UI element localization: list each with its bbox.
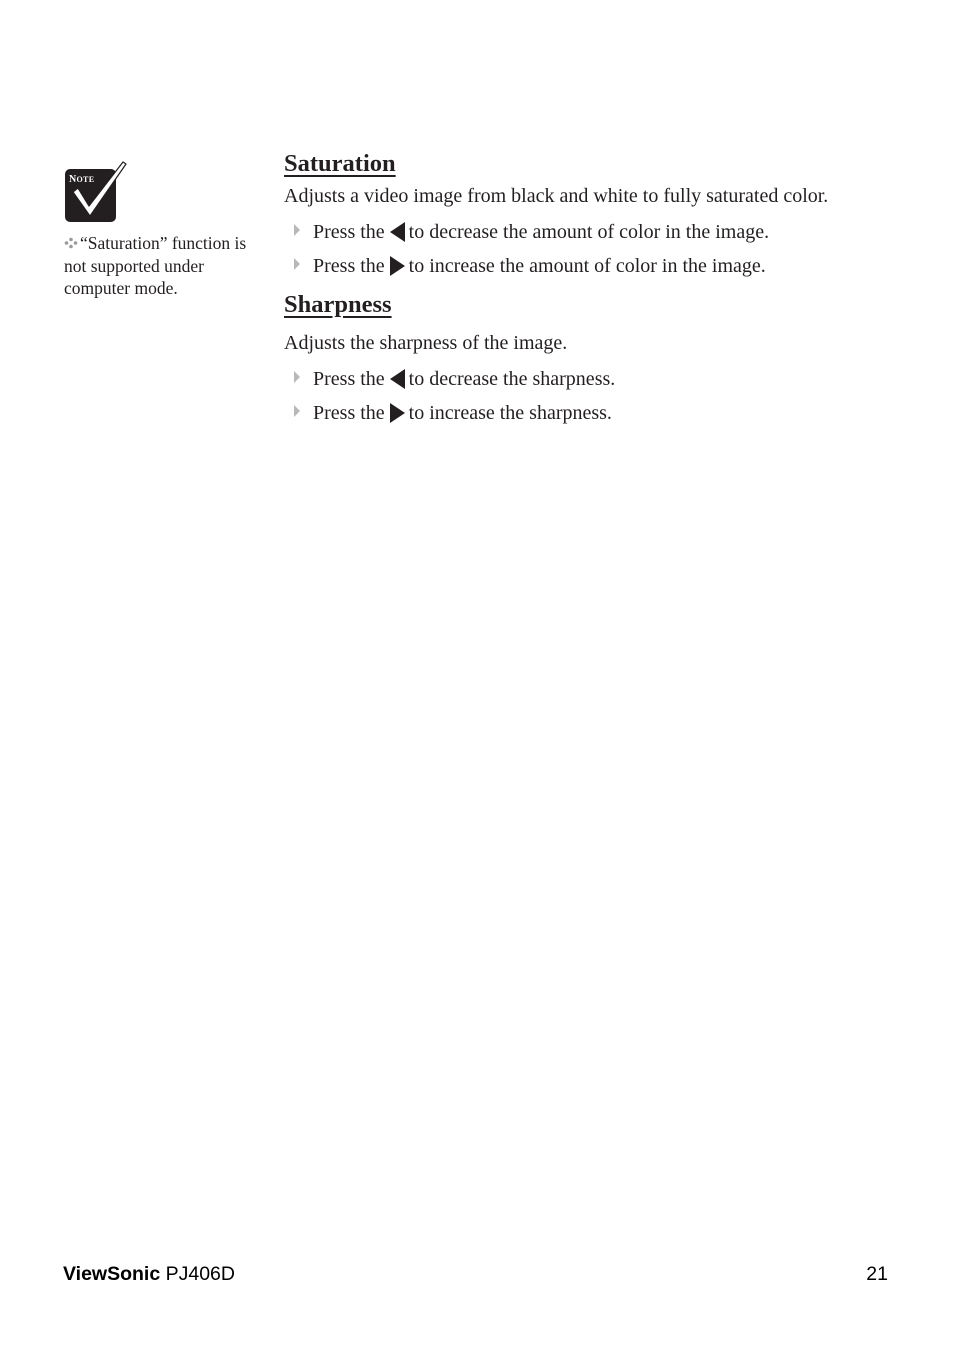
step-suffix: to increase the sharpness. — [408, 402, 612, 424]
page-number: 21 — [866, 1263, 888, 1285]
svg-text:NOTE: NOTE — [69, 174, 95, 185]
note-text — [64, 232, 260, 300]
diamond-bullet-icon — [64, 237, 78, 249]
footer-product — [63, 1263, 235, 1286]
section-description-sharpness: Adjusts the sharpness of the image. — [284, 332, 568, 354]
step-prefix: Press the — [313, 368, 385, 390]
step-suffix: to increase the amount of color in the image. — [408, 255, 766, 277]
step-bullet-icon — [293, 257, 301, 271]
step-sharpness-increase — [284, 400, 874, 426]
note-body: “Saturation” function is not supported under computer mode. — [64, 233, 247, 298]
right-arrow-icon — [389, 255, 406, 277]
step-prefix: Press the — [313, 255, 385, 277]
section-heading-sharpness: Sharpness — [284, 291, 392, 318]
step-saturation-increase — [284, 253, 874, 279]
left-arrow-icon — [389, 221, 406, 243]
section-description-saturation: Adjusts a video image from black and white to fully saturated color. — [284, 185, 829, 207]
section-saturation — [284, 148, 874, 279]
step-suffix: to decrease the amount of color in the image. — [408, 221, 770, 243]
footer-brand: ViewSonic — [63, 1263, 161, 1285]
step-suffix: to decrease the sharpness. — [408, 368, 616, 390]
step-saturation-decrease — [284, 219, 874, 245]
left-arrow-icon — [389, 368, 406, 390]
footer-model: PJ406D — [165, 1263, 235, 1285]
section-heading-saturation: Saturation — [284, 150, 396, 177]
section-sharpness — [284, 289, 874, 426]
step-prefix: Press the — [313, 221, 385, 243]
step-bullet-icon — [293, 223, 301, 237]
step-sharpness-decrease — [284, 366, 874, 392]
note-checkmark-icon — [64, 160, 128, 224]
right-arrow-icon — [389, 402, 406, 424]
note-sidebar — [64, 160, 260, 300]
step-bullet-icon — [293, 404, 301, 418]
step-prefix: Press the — [313, 402, 385, 424]
step-bullet-icon — [293, 370, 301, 384]
main-content — [284, 148, 874, 426]
